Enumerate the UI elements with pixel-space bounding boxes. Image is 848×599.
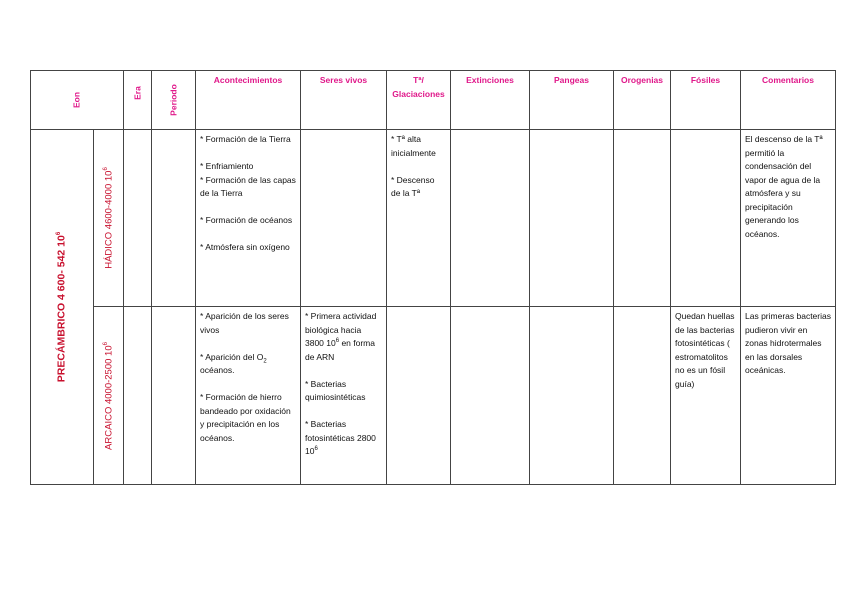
extinciones-cell bbox=[451, 130, 530, 307]
era-cell bbox=[94, 307, 124, 485]
temp-cell: * Tª alta inicialmente * Descenso de la Tª bbox=[387, 130, 451, 307]
era-empty-cell bbox=[124, 130, 152, 307]
era-cell bbox=[94, 130, 124, 307]
header-comentarios: Comentarios bbox=[741, 71, 836, 130]
temp-cell bbox=[387, 307, 451, 485]
fosiles-cell bbox=[671, 130, 741, 307]
header-eon bbox=[31, 71, 124, 130]
pangeas-cell bbox=[530, 307, 614, 485]
seres-vivos-cell bbox=[301, 130, 387, 307]
table-row bbox=[31, 307, 836, 485]
header-acontecimientos: Acontecimientos bbox=[196, 71, 301, 130]
header-seres-vivos: Seres vivos bbox=[301, 71, 387, 130]
table-row bbox=[31, 130, 836, 307]
periodo-cell bbox=[152, 307, 196, 485]
fosiles-cell: Quedan huellas de las bacterias fotosintéticas ( estromatolitos no es un fósil guía) bbox=[671, 307, 741, 485]
eon-name: PRECÁMBRICO 4 600- 542 $10^6$ bbox=[55, 231, 68, 382]
header-era bbox=[124, 71, 152, 130]
header-row bbox=[31, 71, 836, 130]
pangeas-cell bbox=[530, 130, 614, 307]
era-name: HÁDICO 4600-4000 $10^6$ bbox=[102, 167, 114, 269]
comentarios-cell: Las primeras bacterias pudieron vivir en zonas hidrotermales en las dorsales oceánicas. bbox=[741, 307, 836, 485]
extinciones-cell bbox=[451, 307, 530, 485]
orogenias-cell bbox=[614, 130, 671, 307]
comentarios-cell: El descenso de la Tª permitió la condensación del vapor de agua de la atmósfera y su precipitación generando los océanos. bbox=[741, 130, 836, 307]
header-periodo bbox=[152, 71, 196, 130]
header-eon-label: Eon bbox=[71, 91, 82, 109]
eon-cell bbox=[31, 130, 94, 485]
acontecimientos-cell: * Formación de la Tierra * Enfriamiento * Formación de las capas de la Tierra * Formación de océanos * Atmósfera sin oxígeno bbox=[196, 130, 301, 307]
header-extinciones: Extinciones bbox=[451, 71, 530, 130]
periodo-cell bbox=[152, 130, 196, 307]
geologic-time-table bbox=[30, 70, 836, 485]
acontecimientos-cell: * Aparición de los seres vivos * Aparición del $O_2$ océanos. * Formación de hierro bandeado por oxidación y precipitación en los océanos. bbox=[196, 307, 301, 485]
header-periodo-label: Periodo bbox=[167, 84, 178, 116]
era-empty-cell bbox=[124, 307, 152, 485]
header-orogenias: Orogenias bbox=[614, 71, 671, 130]
era-name: ARCAICO 4000-2500 $10^6$ bbox=[102, 341, 114, 450]
header-fosiles: Fósiles bbox=[671, 71, 741, 130]
orogenias-cell bbox=[614, 307, 671, 485]
header-pangeas: Pangeas bbox=[530, 71, 614, 130]
header-era-label: Era bbox=[131, 86, 142, 100]
seres-vivos-cell: * Primera actividad biológica hacia 3800 $10^6$ en forma de ARN * Bacterias quimiosintéticas * Bacterias fotosintéticas 2800 $10^6$ bbox=[301, 307, 387, 485]
header-temp-glaciaciones: Tª/ Glaciaciones bbox=[387, 71, 451, 130]
